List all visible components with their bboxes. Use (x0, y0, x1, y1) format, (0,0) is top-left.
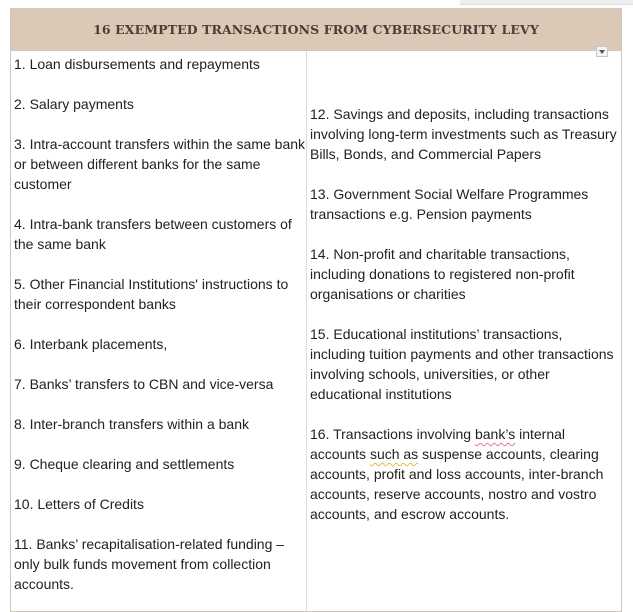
list-item: 8. Inter-branch transfers within a bank (14, 416, 250, 432)
spellcheck-flagged-word[interactable]: bank’s (474, 426, 516, 442)
item16-prefix: 16. Transactions involving (310, 426, 475, 442)
list-item: 15. Educational institutions’ transactions, including tuition payments and other transactions involving schools, universities, or other educational institutions (310, 326, 614, 402)
list-item: 5. Other Financial Institutions' instructions to their correspondent banks (14, 276, 289, 312)
list-item: 3. Intra-account transfers within the same bank or between different banks for the same customer (14, 136, 306, 192)
exempted-transactions-table (10, 8, 622, 612)
list-item: 14. Non-profit and charitable transactions, including donations to registered non-profit organisations or charities (310, 246, 575, 302)
list-item: 6. Interbank placements, (14, 336, 168, 352)
list-item: 1. Loan disbursements and repayments (14, 56, 260, 72)
chevron-down-icon (599, 50, 605, 54)
list-item: 4. Intra-bank transfers between customers of the same bank (14, 216, 292, 252)
cell-dropdown-button[interactable] (596, 46, 608, 57)
table-title: 16 EXEMPTED TRANSACTIONS FROM CYBERSECURITY LEVY (93, 22, 539, 37)
list-item: 13. Government Social Welfare Programmes transactions e.g. Pension payments (310, 186, 589, 222)
list-item: 9. Cheque clearing and settlements (14, 456, 235, 472)
table-header (11, 9, 621, 51)
list-item: 7. Banks’ transfers to CBN and vice-versa (14, 376, 274, 392)
table-body (11, 51, 621, 611)
list-item: 2. Salary payments (14, 96, 134, 112)
right-column[interactable] (308, 51, 621, 611)
item16-middle: internal accounts (310, 426, 566, 462)
list-item-16 (310, 424, 620, 524)
left-column[interactable] (11, 51, 307, 611)
toolbar-edge (460, 0, 633, 5)
item16-suffix: suspense accounts, clearing accounts, profit and loss accounts, inter-branch accounts, reserve accounts, nostro and vostro accounts, and escrow accounts. (310, 446, 604, 522)
list-item: 11. Banks’ recapitalisation-related funding – only bulk funds movement from collection accounts. (14, 536, 285, 592)
list-item: 10. Letters of Credits (14, 496, 144, 512)
list-item: 12. Savings and deposits, including transactions involving long-term investments such as Treasury Bills, Bonds, and Commercial Papers (310, 106, 617, 162)
grammar-flagged-phrase[interactable]: such as (369, 446, 419, 462)
